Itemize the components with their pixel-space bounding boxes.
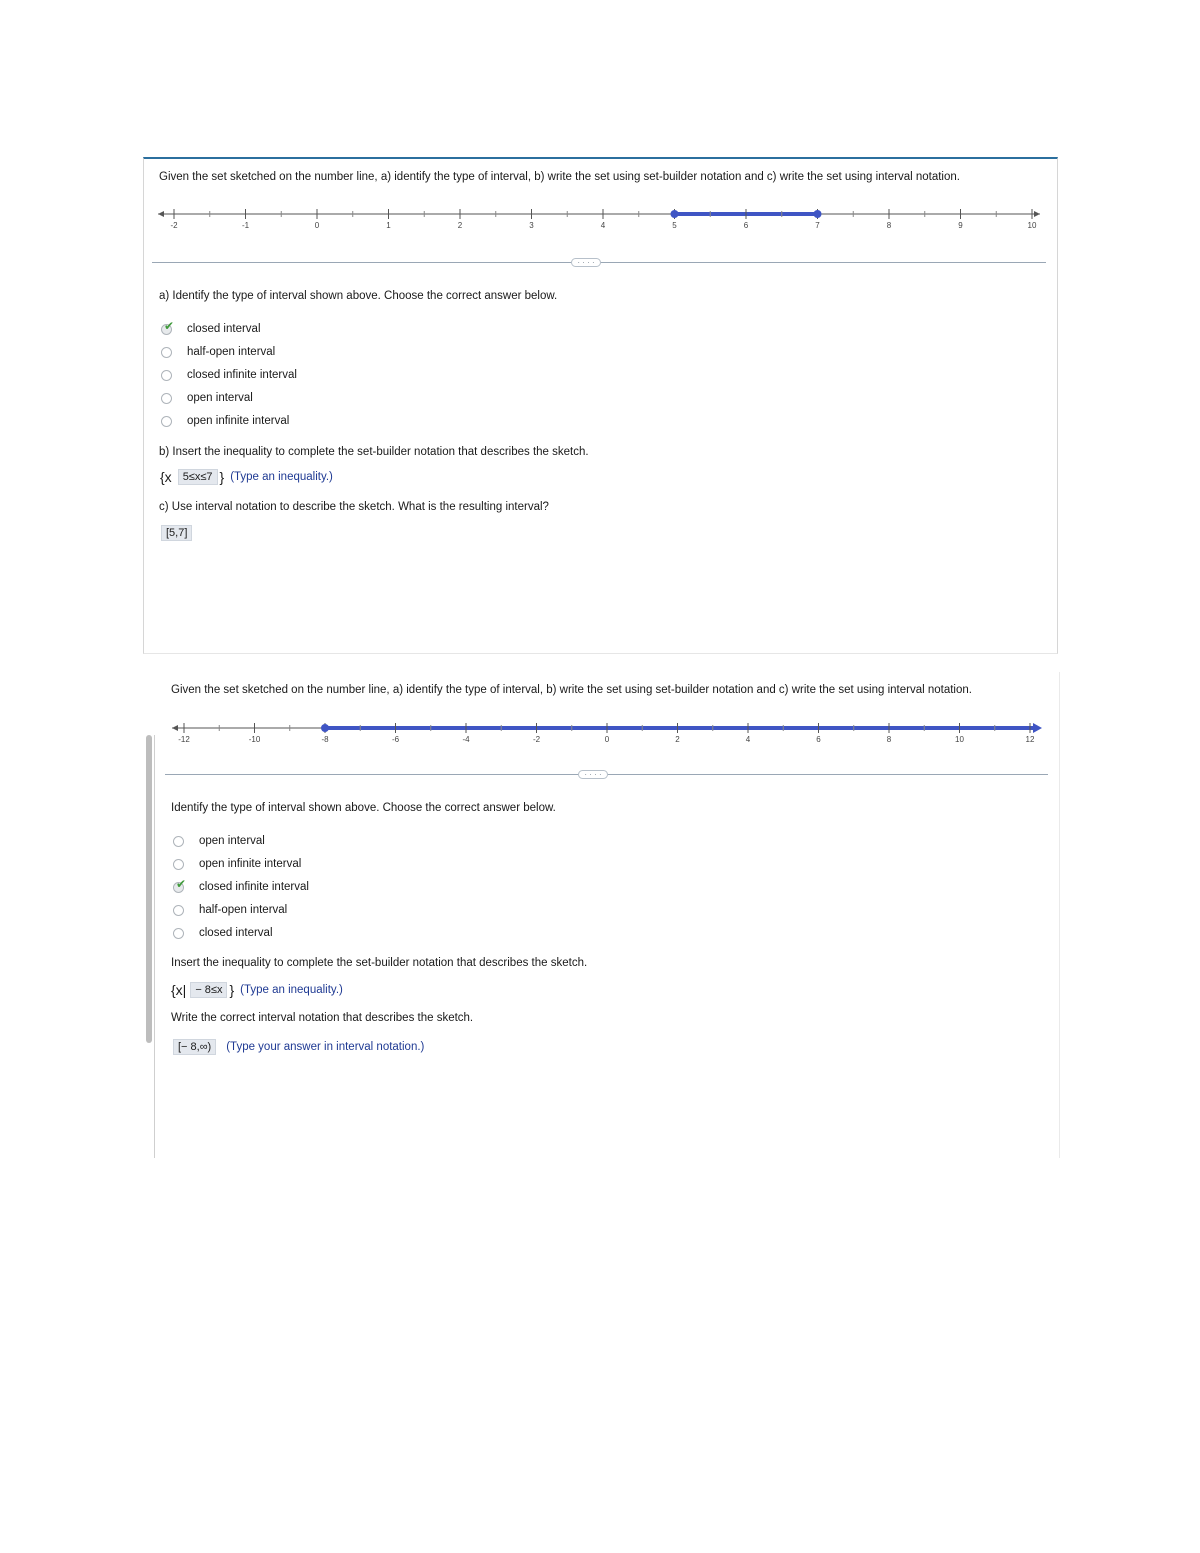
set-builder-close: } (229, 982, 235, 998)
answer-option[interactable] (173, 856, 301, 872)
part-a-question: Identify the type of interval shown above. Choose the correct answer below. (171, 802, 556, 814)
tick-label: -1 (241, 221, 250, 230)
answer-option[interactable] (161, 413, 289, 429)
interval-arrow-icon (1033, 723, 1042, 733)
answer-option[interactable] (161, 390, 253, 406)
checkmark-icon: ✔ (176, 876, 187, 891)
radio-button[interactable] (173, 905, 184, 916)
radio-button[interactable] (161, 347, 172, 358)
answer-option[interactable] (173, 833, 265, 849)
radio-button[interactable] (173, 859, 184, 870)
tick-label: -12 (178, 735, 190, 744)
tick-label: 0 (604, 735, 610, 744)
arrow-left-icon (158, 211, 164, 217)
tick-label: 9 (958, 221, 963, 230)
tick-label: 3 (529, 221, 534, 230)
tick-label: -6 (391, 735, 400, 744)
option-label: closed infinite interval (187, 369, 297, 381)
tick-label: 4 (600, 221, 606, 230)
closed-endpoint (671, 210, 679, 218)
tick-label: 6 (816, 735, 821, 744)
part-c-question: c) Use interval notation to describe the sketch. What is the resulting interval? (159, 501, 549, 513)
number-line-2 (160, 717, 1055, 747)
scrollbar-thumb[interactable] (146, 735, 152, 1043)
radio-selected[interactable] (161, 318, 175, 335)
answer-option[interactable] (161, 318, 261, 337)
set-builder-open: {x (160, 469, 172, 485)
part-b-question: Insert the inequality to complete the set-builder notation that describes the sketch. (171, 957, 588, 969)
set-builder-answer (160, 469, 333, 485)
option-label: half-open interval (187, 346, 276, 358)
radio-button[interactable] (173, 836, 184, 847)
part-a-question: a) Identify the type of interval shown above. Choose the correct answer below. (159, 290, 558, 302)
set-builder-close: } (219, 469, 225, 485)
option-label: closed interval (187, 323, 261, 335)
radio-button[interactable] (173, 928, 184, 939)
panel-edge (1059, 672, 1060, 1158)
answer-option[interactable] (173, 902, 287, 918)
interval-answer-row (171, 1039, 424, 1055)
option-label: open interval (199, 835, 265, 847)
checkmark-icon: ✔ (164, 318, 175, 333)
tick-label: 2 (675, 735, 680, 744)
question-prompt: Given the set sketched on the number line, a) identify the type of interval, b) write the set using set-builder notation and c) write the set using interval notation. (171, 684, 972, 696)
radio-button[interactable] (161, 416, 172, 427)
inequality-hint: (Type an inequality.) (240, 984, 343, 996)
radio-button[interactable] (161, 370, 172, 381)
radio-selected[interactable] (173, 876, 187, 893)
tick-label: 7 (815, 221, 820, 230)
inequality-hint: (Type an inequality.) (230, 471, 333, 483)
tick-label: -8 (321, 735, 329, 744)
tick-label: 12 (1025, 735, 1035, 744)
part-b-question: b) Insert the inequality to complete the set-builder notation that describes the sketch. (159, 446, 589, 458)
arrow-left-icon (172, 725, 178, 731)
option-label: open interval (187, 392, 253, 404)
set-builder-answer (171, 982, 343, 998)
interval-input[interactable]: [5,7] (161, 525, 192, 541)
inequality-input[interactable]: − 8≤x (190, 982, 227, 998)
number-line-1 (150, 203, 1050, 233)
expand-button[interactable]: · · · · (571, 258, 601, 267)
closed-endpoint (814, 210, 822, 218)
closed-endpoint (321, 724, 329, 732)
option-label: open infinite interval (199, 858, 302, 870)
tick-label: 5 (672, 221, 677, 230)
option-label: closed infinite interval (199, 881, 309, 893)
option-label: closed interval (199, 927, 273, 939)
answer-option[interactable] (173, 925, 273, 941)
tick-label: 10 (1027, 221, 1037, 230)
answer-option[interactable] (173, 876, 309, 895)
answer-option[interactable] (161, 344, 275, 360)
arrow-right-icon (1034, 211, 1040, 217)
tick-label: 8 (886, 221, 892, 230)
answer-option[interactable] (161, 367, 297, 383)
tick-label: -4 (462, 735, 470, 744)
tick-label: 8 (886, 735, 892, 744)
scrollbar-track (154, 735, 155, 1158)
interval-hint: (Type your answer in interval notation.) (226, 1041, 425, 1053)
tick-label: 1 (386, 221, 391, 230)
tick-label: -2 (532, 735, 541, 744)
option-label: open infinite interval (187, 415, 290, 427)
inequality-input[interactable]: 5≤x≤7 (178, 469, 218, 485)
tick-label: 4 (745, 735, 751, 744)
set-builder-open: {x| (171, 982, 187, 998)
option-label: half-open interval (199, 904, 288, 916)
question-prompt: Given the set sketched on the number line, a) identify the type of interval, b) write the set using set-builder notation and c) write the set using interval notation. (159, 171, 960, 183)
tick-label: 6 (743, 221, 749, 230)
tick-label: 0 (314, 221, 320, 230)
tick-label: 10 (955, 735, 964, 744)
interval-answer-row (159, 525, 194, 541)
tick-label: -2 (170, 221, 178, 230)
interval-input[interactable]: [− 8,∞) (173, 1039, 216, 1055)
part-c-question: Write the correct interval notation that describes the sketch. (171, 1012, 474, 1024)
radio-button[interactable] (161, 393, 172, 404)
expand-button[interactable]: · · · · (578, 770, 608, 779)
tick-label: 2 (457, 221, 463, 230)
tick-label: -10 (248, 735, 261, 744)
